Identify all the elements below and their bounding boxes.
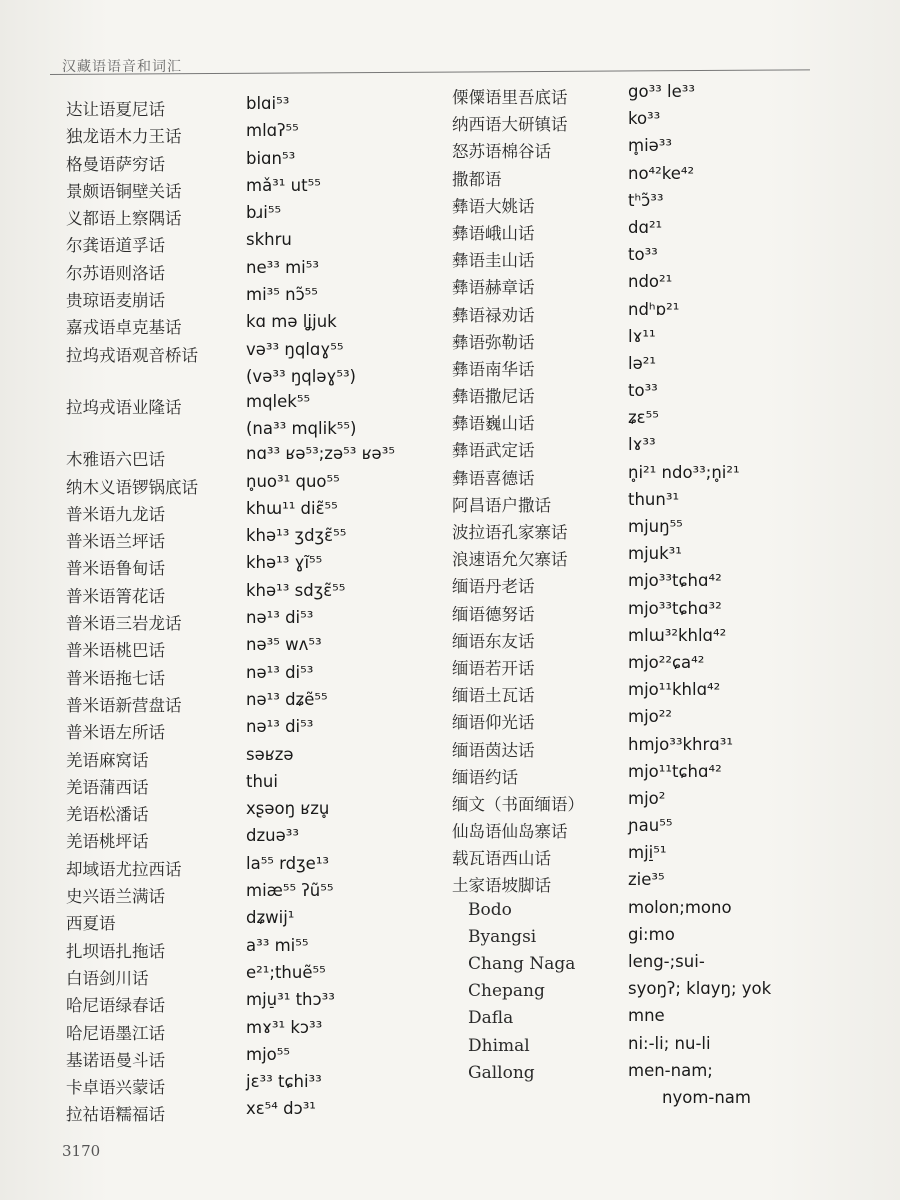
language-name: 卡卓语兴蒙话 <box>66 1078 165 1098</box>
language-name: 普米语鲁甸话 <box>66 559 165 579</box>
word-form: leng-;sui- <box>628 952 705 971</box>
word-form: mǎ³¹ ut⁵⁵ <box>246 175 321 195</box>
word-form: mjuŋ⁵⁵ <box>628 517 683 536</box>
language-name: Gallong <box>468 1062 535 1083</box>
word-form: to³³ <box>628 381 658 401</box>
entry-row <box>452 597 852 624</box>
word-form: mji̠⁵¹ <box>628 843 667 863</box>
entry-row <box>452 379 852 406</box>
language-name: 普米语箐花话 <box>66 586 165 606</box>
language-name: 景颇语铜壁关话 <box>66 181 182 201</box>
word-form: mɤ³¹ kɔ³³ <box>246 1017 323 1037</box>
word-form: ʑɛ⁵⁵ <box>628 408 659 428</box>
word-form: syoŋʔ; klɑyŋ; yok <box>628 979 772 999</box>
entry-row <box>452 624 852 651</box>
word-form: n̥i²¹ ndo³³;n̥i²¹ <box>628 462 740 482</box>
word-form: go³³ le³³ <box>628 82 696 101</box>
entry-row <box>452 678 852 705</box>
entry-row <box>66 688 446 715</box>
word-form: no⁴²ke⁴² <box>628 163 695 183</box>
entry-row <box>452 868 852 895</box>
right-column <box>452 80 852 1111</box>
word-form: khɯ¹¹ diɛ̃⁵⁵ <box>246 498 338 518</box>
word-form: mjo³³tɕhɑ⁴² <box>628 571 722 591</box>
word-form: nyom-nam <box>662 1087 751 1107</box>
word-form: mjo¹¹tɕhɑ⁴² <box>628 761 722 781</box>
entry-row <box>452 542 852 569</box>
language-name: 羌语桃坪话 <box>66 832 149 852</box>
entry-row <box>66 256 446 283</box>
language-name: 普米语三岩龙话 <box>66 614 182 634</box>
word-form: khə¹³ ʒdʒɛ̃⁵⁵ <box>246 526 347 546</box>
entry-row <box>452 760 852 787</box>
entry-row <box>66 988 446 1015</box>
language-name: 彝语喜德话 <box>452 468 535 488</box>
language-name: 缅语若开话 <box>452 658 535 678</box>
word-form: m̥iə³³ <box>628 136 673 156</box>
entry-row <box>452 651 852 678</box>
word-form: nə¹³ dʑẽ⁵⁵ <box>246 689 328 709</box>
word-form: kɑ mə lʝjuk <box>246 312 337 332</box>
entry-row <box>452 1086 852 1111</box>
entry-row <box>66 661 446 688</box>
entry-row <box>66 797 446 824</box>
entry-row <box>66 606 446 633</box>
word-form: hmjo³³khrɑ³¹ <box>628 734 733 754</box>
word-form: khə¹³ sdʒɛ̃⁵⁵ <box>246 580 346 600</box>
language-name: 仙岛语仙岛寨话 <box>452 822 568 842</box>
language-name: 普米语兰坪话 <box>66 532 165 552</box>
language-name: 格曼语萨穷话 <box>66 154 165 174</box>
entry-row <box>66 961 446 988</box>
word-form: dzuə³³ <box>246 826 299 846</box>
language-name: 羌语麻窝话 <box>66 750 149 770</box>
word-form: mjuk³¹ <box>628 544 682 564</box>
word-form: ne³³ mi⁵³ <box>246 257 319 277</box>
language-name: 缅语仰光话 <box>452 713 535 733</box>
entry-row <box>452 1059 852 1086</box>
language-name: 拉坞戎语业隆话 <box>66 397 182 417</box>
language-name: 普米语左所话 <box>66 723 165 743</box>
entry-row <box>66 1070 446 1097</box>
language-name: 怒苏语棉谷话 <box>452 142 551 162</box>
word-form: skhru <box>246 230 292 250</box>
entry-row <box>452 896 852 923</box>
entry-row <box>66 579 446 606</box>
entry-row <box>66 497 446 524</box>
entry-row <box>452 1004 852 1031</box>
entry-row <box>66 633 446 660</box>
language-name: 史兴语兰满话 <box>66 887 165 907</box>
word-form: mjo³³tɕhɑ³² <box>628 598 722 618</box>
word-form: miæ⁵⁵ ʔũ⁵⁵ <box>246 881 334 901</box>
word-form: nə¹³ di⁵³ <box>246 717 314 737</box>
entry-row <box>66 1043 446 1070</box>
word-form: men-nam; <box>628 1060 713 1080</box>
word-form: jɛ³³ tɕhi³³ <box>246 1072 322 1092</box>
entry-row <box>452 134 852 161</box>
entry-row <box>66 1016 446 1043</box>
word-form: mjo² <box>628 788 666 808</box>
word-form: bɹi⁵⁵ <box>246 203 282 223</box>
word-form: səʁzə <box>246 744 294 764</box>
word-form: mi³⁵ nɔ̃⁵⁵ <box>246 285 318 305</box>
word-form: nə¹³ di⁵³ <box>246 662 314 682</box>
language-name: 彝语禄劝话 <box>452 305 535 325</box>
entry-row <box>452 80 852 107</box>
word-form: ni:-li; nu-li <box>628 1033 711 1053</box>
word-form: e²¹;thuẽ⁵⁵ <box>246 962 326 982</box>
entry-row <box>66 824 446 851</box>
language-name: 拉祜语糯福话 <box>66 1105 165 1125</box>
language-name: 彝语赫章话 <box>452 278 535 298</box>
word-form: mjo²²ɕa⁴² <box>628 652 705 672</box>
entry-row <box>66 470 446 497</box>
language-name: 义都语上察隅话 <box>66 209 182 229</box>
language-name: 嘉戎语卓克基话 <box>66 318 182 338</box>
entry-row <box>66 551 446 578</box>
word-form: dʑwij¹ <box>246 908 295 928</box>
entry-row <box>66 119 446 146</box>
word-form: blɑi⁵³ <box>246 94 290 113</box>
language-name: 独龙语木力王话 <box>66 127 182 147</box>
language-name: 普米语新营盘话 <box>66 695 182 715</box>
entry-row <box>452 270 852 297</box>
entry-row <box>66 524 446 551</box>
entry-row <box>66 442 446 469</box>
word-form: la⁵⁵ rdʒe¹³ <box>246 853 330 873</box>
word-form: gi:mo <box>628 924 675 944</box>
entry-row <box>452 787 852 814</box>
word-form: (na³³ mqlik⁵⁵) <box>246 419 357 439</box>
entry-row <box>66 934 446 961</box>
language-name: 缅语丹老话 <box>452 577 535 597</box>
word-form: və³³ ŋqlɑɣ⁵⁵ <box>246 339 344 359</box>
word-form: to³³ <box>628 245 658 265</box>
word-form: mlɑʔ⁵⁵ <box>246 121 299 141</box>
entry-row <box>66 365 446 390</box>
word-form: molon;mono <box>628 897 732 917</box>
entry-row <box>66 338 446 365</box>
entry-row <box>452 733 852 760</box>
language-name: 波拉语孔家寨话 <box>452 523 568 542</box>
language-name: 载瓦语西山话 <box>452 849 551 869</box>
language-name: 贵琼语麦崩话 <box>66 291 165 311</box>
language-name: 彝语南华话 <box>452 359 535 379</box>
word-form: mjo¹¹khlɑ⁴² <box>628 680 721 700</box>
language-name: 哈尼语绿春话 <box>66 996 165 1016</box>
entry-row <box>452 705 852 732</box>
entry-row <box>66 715 446 742</box>
language-name: 缅语东友话 <box>452 631 535 651</box>
entry-row <box>452 977 852 1004</box>
language-name: 纳西语大研镇话 <box>452 115 568 135</box>
language-name: 羌语松潘话 <box>66 805 149 825</box>
language-name: 普米语桃巴话 <box>66 641 165 661</box>
language-name: 达让语夏尼话 <box>66 100 165 119</box>
left-column <box>66 92 446 1125</box>
entry-row <box>66 906 446 933</box>
language-name: 纳木义语锣锅底话 <box>66 477 198 497</box>
word-form: biɑn⁵³ <box>246 148 296 168</box>
language-name: 基诺语曼斗话 <box>66 1050 165 1070</box>
language-name: 普米语九龙话 <box>66 504 165 524</box>
language-name: 缅文（书面缅语） <box>452 794 584 814</box>
word-form: lɤ¹¹ <box>628 326 656 346</box>
word-form: ko³³ <box>628 109 661 129</box>
language-name: 缅语土瓦话 <box>452 686 535 706</box>
word-form: mju̠³¹ thɔ³³ <box>246 990 335 1010</box>
word-form: ndʰɒ²¹ <box>628 299 680 319</box>
language-name: 缅语德努话 <box>452 604 535 624</box>
language-name: 木雅语六巴话 <box>66 450 165 470</box>
word-form: xʂəoŋ ʁzu̥ <box>246 799 330 819</box>
entry-row <box>452 216 852 243</box>
language-name: 缅语约话 <box>452 767 518 787</box>
language-name: 白语剑川话 <box>66 968 149 988</box>
word-form: mjo²² <box>628 707 672 727</box>
word-form: thui <box>246 771 278 791</box>
entry-row <box>452 189 852 216</box>
entry-row <box>452 515 852 542</box>
entry-row <box>66 770 446 797</box>
word-form: ɲau⁵⁵ <box>628 816 673 836</box>
entry-row <box>452 569 852 596</box>
entry-row <box>452 107 852 134</box>
language-name: 土家语坡脚话 <box>452 876 551 896</box>
word-form: mlɯ³²khlɑ⁴² <box>628 625 727 645</box>
language-name: 哈尼语墨江话 <box>66 1023 165 1043</box>
language-name: 彝语撒尼话 <box>452 387 535 407</box>
word-form: nə³⁵ wʌ⁵³ <box>246 635 322 655</box>
entry-row <box>452 841 852 868</box>
page-number: 3170 <box>62 1142 101 1160</box>
word-form: a³³ mi⁵⁵ <box>246 935 309 955</box>
entry-row <box>452 950 852 977</box>
language-name: 彝语大姚话 <box>452 196 535 216</box>
word-form: mqlek⁵⁵ <box>246 391 311 411</box>
entry-row <box>66 283 446 310</box>
entry-row <box>452 298 852 325</box>
language-name: Dafla <box>468 1008 514 1029</box>
entry-row <box>66 879 446 906</box>
entry-row <box>452 162 852 189</box>
entry-row <box>452 406 852 433</box>
entry-row <box>66 201 446 228</box>
entry-row <box>452 1032 852 1059</box>
word-form: zie³⁵ <box>628 870 665 890</box>
entry-row <box>66 228 446 255</box>
entry-row <box>66 310 446 337</box>
language-name: 缅语茵达话 <box>452 740 535 760</box>
word-form: (və³³ ŋqləɣ⁵³) <box>246 366 356 386</box>
entry-row <box>66 390 446 417</box>
entry-row <box>66 417 446 442</box>
language-name: 傈僳语里吾底话 <box>452 88 568 107</box>
language-name: Chepang <box>468 981 545 1002</box>
entry-row <box>452 923 852 950</box>
word-form: dɑ²¹ <box>628 217 663 237</box>
language-name: 西夏语 <box>66 914 116 934</box>
word-form: xɛ⁵⁴ dɔ³¹ <box>246 1099 316 1119</box>
entry-row <box>452 325 852 352</box>
word-form: khə¹³ ɣĩ⁵⁵ <box>246 553 323 573</box>
entry-row <box>66 174 446 201</box>
word-form: nɑ³³ ʁə⁵³;zə⁵³ ʁə³⁵ <box>246 444 395 464</box>
entry-row <box>452 488 852 515</box>
language-name: Dhimal <box>468 1035 530 1056</box>
language-name: 彝语弥勒话 <box>452 332 535 352</box>
entry-row <box>66 852 446 879</box>
word-form: lɤ³³ <box>628 435 656 455</box>
language-name: 拉坞戎语观音桥话 <box>66 345 198 365</box>
language-name: 撒都语 <box>452 169 502 189</box>
word-form: tʰɔ̃³³ <box>628 190 664 210</box>
language-name: 浪速语允欠寨话 <box>452 550 568 570</box>
word-form: thun³¹ <box>628 489 680 509</box>
word-form: mne <box>628 1006 665 1026</box>
entry-row <box>452 461 852 488</box>
language-name: 尔苏语则洛话 <box>66 263 165 283</box>
language-name: 彝语巍山话 <box>452 414 535 434</box>
word-form: nə¹³ di⁵³ <box>246 608 314 628</box>
language-name: Chang Naga <box>468 954 576 974</box>
entry-row <box>452 243 852 270</box>
language-name: 扎坝语扎拖话 <box>66 941 165 961</box>
entry-row <box>66 743 446 770</box>
language-name: 彝语武定话 <box>452 441 535 461</box>
entry-row <box>452 814 852 841</box>
language-name: 阿昌语户撒话 <box>452 495 551 515</box>
entry-row <box>452 433 852 460</box>
word-form: mjo⁵⁵ <box>246 1044 290 1064</box>
entry-row <box>66 1097 446 1124</box>
language-name: 彝语圭山话 <box>452 251 535 271</box>
language-name: 尔龚语道孚话 <box>66 236 165 256</box>
language-name: 普米语拖七话 <box>66 668 165 688</box>
entry-row <box>66 92 446 119</box>
running-head: 汉藏语语音和词汇 <box>62 59 182 75</box>
language-name: Byangsi <box>468 926 537 947</box>
entry-row <box>66 147 446 174</box>
word-form: ndo²¹ <box>628 272 673 292</box>
language-name: 彝语峨山话 <box>452 223 535 243</box>
word-form: n̥uo³¹ quo⁵⁵ <box>246 471 340 491</box>
word-form: lə²¹ <box>628 353 656 373</box>
language-name: Bodo <box>468 899 512 920</box>
entry-row <box>452 352 852 379</box>
language-name: 羌语蒲西话 <box>66 777 149 797</box>
language-name: 却域语尤拉西话 <box>66 859 182 879</box>
